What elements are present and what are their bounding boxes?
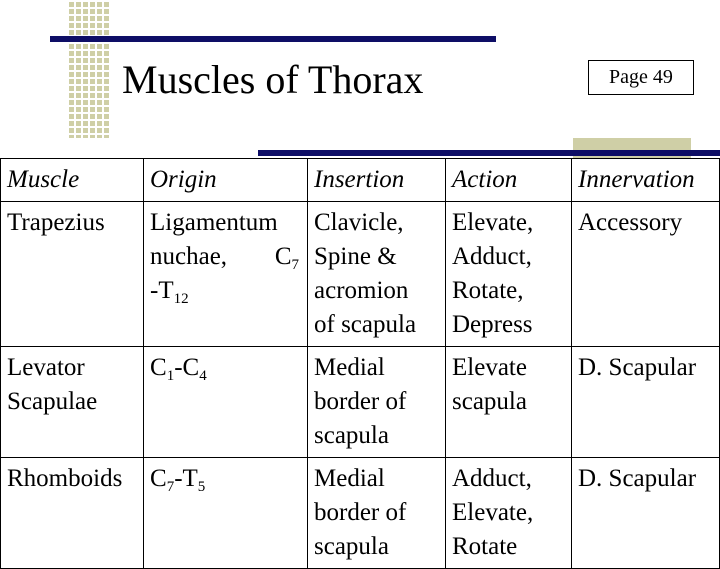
- header-action: Action: [446, 159, 572, 202]
- cell-insertion: Medial border of scapula: [308, 458, 446, 569]
- page-label-box: Page 49: [588, 60, 694, 95]
- cell-action: Elevate scapula: [446, 347, 572, 458]
- cell-innervation: Accessory: [572, 202, 720, 347]
- cell-insertion: Medial border of scapula: [308, 347, 446, 458]
- muscles-table: [0, 158, 720, 569]
- cell-muscle: Levator Scapulae: [1, 347, 144, 458]
- cell-muscle: Rhomboids: [1, 458, 144, 569]
- table-row-trapezius: [1, 202, 720, 347]
- cell-innervation: D. Scapular: [572, 458, 720, 569]
- cell-innervation: D. Scapular: [572, 347, 720, 458]
- slide-title: Muscles of Thorax: [122, 57, 424, 102]
- cell-insertion: Clavicle, Spine & acromion of scapula: [308, 202, 446, 347]
- table-header-row: [1, 159, 720, 202]
- cell-origin: Ligamentum nuchae, $C_7$ $-T_{12}$: [144, 202, 308, 347]
- cell-action: Adduct, Elevate, Rotate: [446, 458, 572, 569]
- cell-origin: $C_7-T_5$: [144, 458, 308, 569]
- header-insertion: Insertion: [308, 159, 446, 202]
- cell-origin: $C_1-C_4$: [144, 347, 308, 458]
- table-top-rule: [258, 150, 720, 156]
- cell-action: Elevate, Adduct, Rotate, Depress: [446, 202, 572, 347]
- header-innervation: Innervation: [572, 159, 720, 202]
- header-origin: Origin: [144, 159, 308, 202]
- checker-decoration: [67, 0, 109, 138]
- cell-muscle: Trapezius: [1, 202, 144, 347]
- table-row-levator-scapulae: [1, 347, 720, 458]
- title-top-rule: [50, 36, 496, 42]
- table-row-rhomboids: [1, 458, 720, 569]
- header-muscle: Muscle: [1, 159, 144, 202]
